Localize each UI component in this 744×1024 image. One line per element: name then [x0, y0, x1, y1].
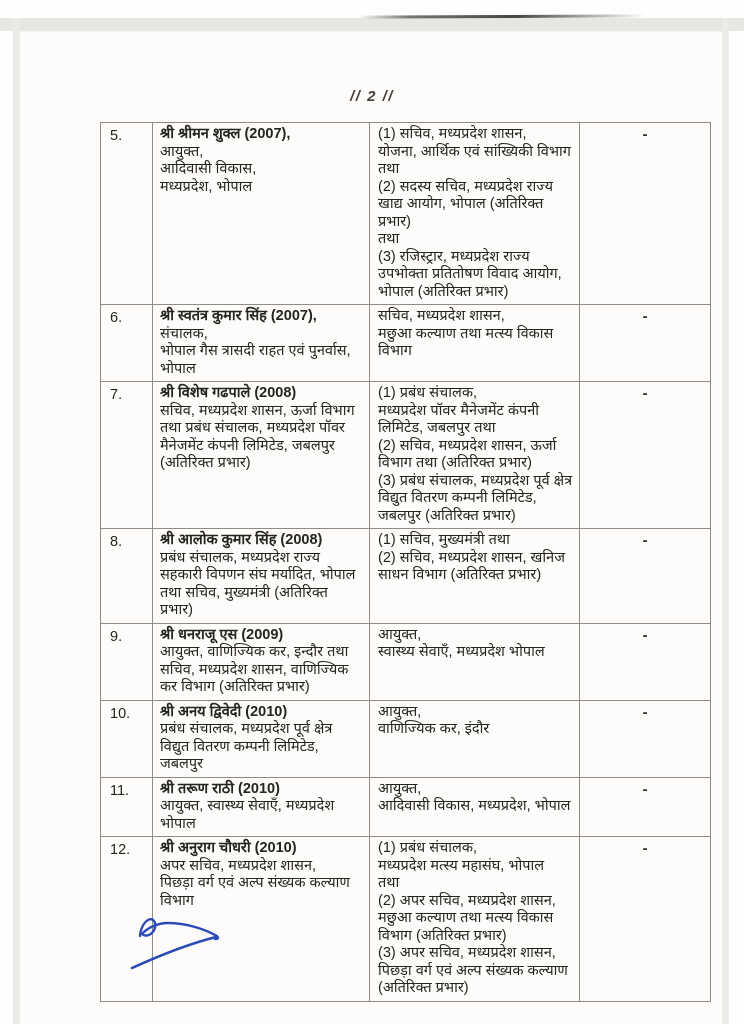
posting-line: (1) सचिव, मध्यप्रदेश शासन, — [378, 126, 527, 142]
posting-line: (3) रजिस्ट्रार, मध्यप्रदेश राज्य — [378, 248, 530, 265]
posting-line: विभाग — [378, 343, 412, 359]
table-row — [101, 777, 711, 837]
officer-detail-line: मध्यप्रदेश, भोपाल — [160, 178, 253, 195]
posting-line: साधन विभाग (अतिरिक्त प्रभार) — [378, 567, 542, 583]
remark-cell: - — [580, 623, 711, 700]
posting-cell — [370, 837, 580, 1002]
officer-detail-line: आयुक्त, स्वास्थ्य सेवाएँ, मध्यप्रदेश — [160, 798, 335, 814]
signature — [126, 910, 236, 976]
table-row — [101, 700, 711, 777]
table-row — [101, 529, 711, 624]
serial-number-cell: 6. — [101, 305, 153, 382]
serial-number-cell: 5. — [101, 123, 153, 305]
officer-cell — [153, 529, 370, 624]
posting-line: मछुआ कल्याण तथा मत्स्य विकास — [378, 910, 554, 926]
posting-cell — [370, 305, 580, 382]
table-row — [101, 623, 711, 700]
remark-cell: - — [580, 777, 711, 837]
posting-line: (अतिरिक्त प्रभार) — [378, 980, 469, 996]
officer-name: श्री धनराजू एस (2009) — [160, 626, 284, 643]
posting-line: (1) सचिव, मुख्यमंत्री तथा — [378, 532, 510, 548]
scan-edge-top — [0, 18, 744, 31]
posting-line: (1) प्रबंध संचालक, — [378, 840, 477, 856]
officer-name: श्री अनय द्विवेदी (2010) — [160, 703, 288, 720]
serial-number-cell: 12. — [101, 837, 153, 1002]
remark-cell: - — [580, 837, 711, 1002]
officer-detail-line: मैनेजमेंट कंपनी लिमिटेड, जबलपुर — [160, 437, 335, 454]
posting-line: भोपाल (अतिरिक्त प्रभार) — [378, 283, 509, 300]
officer-table-body — [101, 123, 711, 1002]
table-row — [101, 382, 711, 529]
officer-detail-line: भोपाल — [160, 360, 196, 377]
remark-cell: - — [580, 123, 711, 305]
posting-line: विभाग तथा (अतिरिक्त प्रभार) — [378, 455, 532, 471]
posting-line: मध्यप्रदेश पॉवर मैनेजमेंट कंपनी — [378, 402, 540, 419]
posting-line: स्वास्थ्य सेवाएँ, मध्यप्रदेश भोपाल — [378, 644, 545, 660]
officer-detail-line: तथा प्रबंध संचालक, मध्यप्रदेश पॉवर — [160, 420, 345, 436]
officer-detail-line: आयुक्त, — [160, 143, 204, 160]
posting-cell — [370, 382, 580, 529]
posting-line: आयुक्त, — [378, 703, 422, 720]
posting-cell — [370, 777, 580, 837]
posting-cell — [370, 529, 580, 624]
officer-name: श्री अनुराग चौधरी (2010) — [160, 840, 297, 856]
serial-number-cell: 8. — [101, 529, 153, 624]
officer-detail-line: कर विभाग (अतिरिक्त प्रभार) — [160, 679, 310, 695]
officer-name: श्री विशेष गढपाले (2008) — [160, 385, 297, 401]
officer-detail-line: प्रभार) — [160, 602, 193, 618]
posting-cell — [370, 123, 580, 305]
posting-line: विभाग (अतिरिक्त प्रभार) — [378, 927, 507, 944]
posting-cell — [370, 623, 580, 700]
officer-name: श्री स्वतंत्र कुमार सिंह (2007), — [160, 308, 317, 324]
officer-cell — [153, 123, 370, 305]
scan-edge-left — [13, 18, 20, 1024]
posting-line: वाणिज्यिक कर, इंदौर — [378, 721, 490, 737]
posting-line: सचिव, मध्यप्रदेश शासन, — [378, 308, 505, 324]
posting-line: जबलपुर (अतिरिक्त प्रभार) — [378, 507, 516, 524]
officer-detail-line: भोपाल — [160, 815, 196, 832]
posting-line: (2) सदस्य सचिव, मध्यप्रदेश राज्य — [378, 178, 553, 195]
officer-cell — [153, 382, 370, 529]
posting-line: विद्युत वितरण कम्पनी लिमिटेड, — [378, 490, 537, 506]
posting-line: उपभोक्ता प्रतितोषण विवाद आयोग, — [378, 266, 562, 282]
officer-detail-line: (अतिरिक्त प्रभार) — [160, 455, 251, 471]
officer-cell — [153, 305, 370, 382]
posting-line: पिछड़ा वर्ग एवं अल्प संख्यक कल्याण — [378, 962, 568, 979]
posting-line: खाद्य आयोग, भोपाल (अतिरिक्त प्रभार) — [378, 196, 544, 230]
officer-detail-line: पिछड़ा वर्ग एवं अल्प संख्यक कल्याण — [160, 875, 350, 891]
officer-detail-line: सहकारी विपणन संघ मर्यादित, भोपाल — [160, 567, 356, 583]
officer-detail-line: सचिव, मध्यप्रदेश शासन, ऊर्जा विभाग — [160, 402, 355, 419]
posting-line: (1) प्रबंध संचालक, — [378, 385, 477, 401]
posting-cell — [370, 700, 580, 777]
remark-cell: - — [580, 382, 711, 529]
posting-line: आयुक्त, — [378, 780, 422, 797]
serial-number-cell: 11. — [101, 777, 153, 837]
posting-line: तथा — [378, 231, 400, 247]
table-row — [101, 123, 711, 305]
officer-posting-table — [100, 122, 711, 1002]
posting-line: आयुक्त, — [378, 626, 422, 643]
officer-detail-line: संचालक, — [160, 325, 208, 342]
posting-line: (2) सचिव, मध्यप्रदेश शासन, ऊर्जा — [378, 437, 557, 454]
officer-name: श्री आलोक कुमार सिंह (2008) — [160, 532, 323, 548]
posting-line: मध्यप्रदेश मत्स्य महासंघ, भोपाल — [378, 857, 545, 874]
officer-detail-line: भोपाल गैस त्रासदी राहत एवं पुनर्वास, — [160, 343, 351, 359]
officer-cell — [153, 777, 370, 837]
serial-number-cell: 9. — [101, 623, 153, 700]
page-number: // 2 // — [350, 88, 394, 105]
officer-cell — [153, 700, 370, 777]
officer-name: श्री श्रीमन शुक्ल (2007), — [160, 126, 291, 142]
posting-line: योजना, आर्थिक एवं सांख्यिकी विभाग — [378, 143, 571, 160]
posting-line: (2) अपर सचिव, मध्यप्रदेश शासन, — [378, 892, 556, 909]
scan-edge-right — [722, 18, 729, 1024]
officer-detail-line: जबलपुर — [160, 756, 204, 772]
posting-line: आदिवासी विकास, मध्यप्रदेश, भोपाल — [378, 798, 571, 814]
serial-number-cell: 10. — [101, 700, 153, 777]
officer-detail-line: प्रबंध संचालक, मध्यप्रदेश पूर्व क्षेत्र — [160, 721, 333, 737]
posting-line: मछुआ कल्याण तथा मत्स्य विकास — [378, 325, 554, 342]
remark-cell: - — [580, 305, 711, 382]
posting-line: तथा — [378, 161, 400, 177]
serial-number-cell: 7. — [101, 382, 153, 529]
posting-line: तथा — [378, 875, 400, 891]
officer-detail-line: विद्युत वितरण कम्पनी लिमिटेड, — [160, 738, 319, 755]
posting-line: (2) सचिव, मध्यप्रदेश शासन, खनिज — [378, 549, 565, 566]
remark-cell: - — [580, 700, 711, 777]
officer-detail-line: आयुक्त, वाणिज्यिक कर, इन्दौर तथा — [160, 644, 349, 660]
officer-detail-line: प्रबंध संचालक, मध्यप्रदेश राज्य — [160, 549, 321, 566]
officer-detail-line: अपर सचिव, मध्यप्रदेश शासन, — [160, 857, 317, 874]
officer-detail-line: विभाग — [160, 892, 194, 909]
posting-line: (3) अपर सचिव, मध्यप्रदेश शासन, — [378, 945, 556, 961]
officer-detail-line: सचिव, मध्यप्रदेश शासन, वाणिज्यिक — [160, 661, 349, 678]
posting-line: लिमिटेड, जबलपुर तथा — [378, 420, 496, 436]
officer-cell — [153, 623, 370, 700]
remark-cell: - — [580, 529, 711, 624]
officer-name: श्री तरूण राठी (2010) — [160, 780, 280, 797]
handwritten-signature-icon — [126, 910, 236, 976]
officer-detail-line: आदिवासी विकास, — [160, 161, 257, 177]
officer-detail-line: तथा सचिव, मुख्यमंत्री (अतिरिक्त — [160, 584, 328, 601]
table-row — [101, 305, 711, 382]
posting-line: (3) प्रबंध संचालक, मध्यप्रदेश पूर्व क्षेत्र — [378, 472, 573, 489]
